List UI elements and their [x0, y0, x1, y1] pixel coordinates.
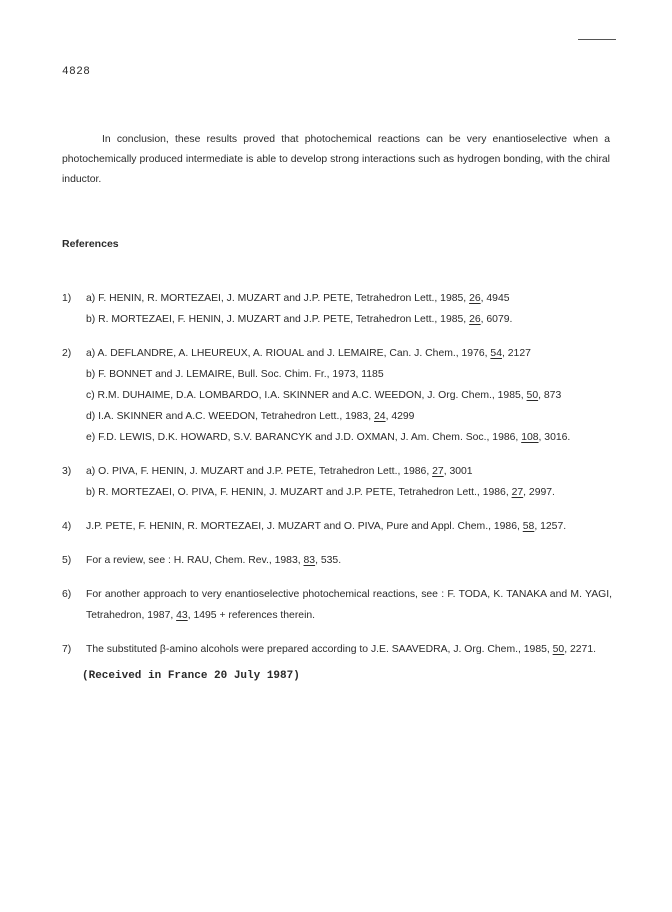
citation-volume: 27 — [432, 466, 444, 477]
reference-body — [86, 461, 612, 503]
conclusion-paragraph — [62, 130, 610, 190]
citation — [86, 385, 612, 406]
citation-text: e) F.D. LEWIS, D.K. HOWARD, S.V. BARANCYK and J.D. OXMAN, J. Am. Chem. Soc., 1986, — [86, 432, 522, 443]
citation-pages: , 3016. — [538, 432, 571, 443]
conclusion-text: In conclusion, these results proved that photochemical reactions can be very enantioselective when a photochemically produced intermediate is able to develop strong interactions such as hydrogen bonding, with the chiral inductor. — [62, 134, 610, 185]
citation-text: a) A. DEFLANDRE, A. LHEUREUX, A. RIOUAL and J. LEMAIRE, Can. J. Chem., 1976, — [86, 348, 491, 359]
reference-item — [62, 288, 612, 330]
reference-body — [86, 343, 612, 448]
citation-text: J.P. PETE, F. HENIN, R. MORTEZAEI, J. MUZART and O. PIVA, Pure and Appl. Chem., 1986, — [86, 521, 523, 532]
reference-item — [62, 516, 612, 537]
citation — [86, 550, 612, 571]
reference-body — [86, 584, 612, 626]
citation-pages: , 535. — [315, 555, 342, 566]
citation-text: For another approach to very enantioselective photochemical reactions, see : F. TODA, K. TANAKA and M. YAGI, Tetrahedron, 1987, — [86, 589, 612, 621]
citation-text: For a review, see : H. RAU, Chem. Rev., 1983, — [86, 555, 304, 566]
reference-number: 3) — [62, 466, 72, 477]
citation-volume: 24 — [374, 411, 386, 422]
citation — [86, 516, 612, 537]
references-heading: References — [62, 238, 119, 250]
citation-volume: 26 — [469, 293, 481, 304]
citation-text: b) F. BONNET and J. LEMAIRE, Bull. Soc. Chim. Fr., 1973, 1185 — [86, 369, 384, 380]
citation-volume: 83 — [303, 555, 316, 566]
citation — [86, 639, 612, 660]
citation-pages: , 2127 — [501, 348, 531, 359]
citation — [86, 482, 612, 503]
citation — [86, 427, 612, 448]
citation — [86, 364, 612, 385]
citation-text: a) F. HENIN, R. MORTEZAEI, J. MUZART and J.P. PETE, Tetrahedron Lett., 1985, — [86, 293, 470, 304]
citation-text: a) O. PIVA, F. HENIN, J. MUZART and J.P. PETE, Tetrahedron Lett., 1986, — [86, 466, 433, 477]
citation-volume: 50 — [526, 390, 539, 401]
citation-pages: , 2997. — [523, 487, 555, 498]
reference-item — [62, 461, 612, 503]
citation — [86, 461, 612, 482]
citation-text: The substituted β-amino alcohols were prepared according to J.E. SAAVEDRA, J. Org. Chem., 1985, — [86, 644, 553, 655]
reference-number: 2) — [62, 348, 72, 359]
citation-volume: 54 — [490, 348, 502, 359]
citation-text: d) I.A. SKINNER and A.C. WEEDON, Tetrahedron Lett., 1983, — [86, 411, 374, 422]
citation-volume: 26 — [469, 314, 481, 325]
reference-body — [86, 639, 612, 660]
citation-text: b) R. MORTEZAEI, F. HENIN, J. MUZART and J.P. PETE, Tetrahedron Lett., 1985, — [86, 314, 470, 325]
citation-pages: , 4945 — [480, 293, 510, 304]
citation-volume: 58 — [522, 521, 535, 532]
citation — [86, 309, 612, 330]
citation-text: c) R.M. DUHAIME, D.A. LOMBARDO, I.A. SKINNER and A.C. WEEDON, J. Org. Chem., 1985, — [86, 390, 527, 401]
citation — [86, 343, 612, 364]
reference-body — [86, 288, 612, 330]
citation-volume: 27 — [511, 487, 524, 498]
reference-item — [62, 584, 612, 626]
reference-number: 1) — [62, 293, 72, 304]
reference-number: 5) — [62, 555, 72, 566]
citation — [86, 288, 612, 309]
citation-volume: 108 — [521, 432, 539, 443]
reference-list — [62, 288, 612, 682]
reference-body — [86, 550, 612, 571]
citation — [86, 406, 612, 427]
citation-pages: , 873 — [538, 390, 562, 401]
reference-body — [86, 516, 612, 537]
page-number: 4828 — [62, 66, 91, 78]
header-rule — [578, 39, 616, 40]
reference-number: 7) — [62, 644, 72, 655]
citation-pages: , 1495 + references therein. — [187, 610, 316, 621]
reference-number: 4) — [62, 521, 72, 532]
citation-pages: , 4299 — [385, 411, 415, 422]
reference-item — [62, 639, 612, 660]
citation-pages: , 6079. — [480, 314, 513, 325]
reference-item — [62, 343, 612, 448]
citation-pages: , 1257. — [534, 521, 567, 532]
citation-pages: , 3001 — [443, 466, 473, 477]
reference-number: 6) — [62, 589, 72, 600]
reference-item — [62, 550, 612, 571]
citation-text: b) R. MORTEZAEI, O. PIVA, F. HENIN, J. MUZART and J.P. PETE, Tetrahedron Lett., 1986, — [86, 487, 512, 498]
citation-pages: , 2271. — [564, 644, 596, 655]
received-date: (Received in France 20 July 1987) — [82, 670, 300, 682]
citation-volume: 43 — [176, 610, 188, 621]
citation — [86, 584, 612, 626]
citation-volume: 50 — [552, 644, 565, 655]
